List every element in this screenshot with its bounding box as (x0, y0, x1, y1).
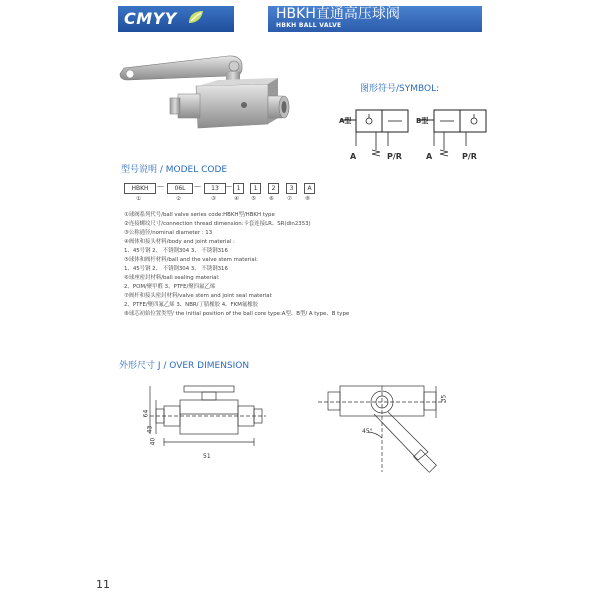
symbol-b-port-a: A (426, 152, 433, 161)
desc-line: ②连接螺纹尺寸/connection thread dimension:卡套连接LR、SR(din2353) (124, 221, 311, 227)
model-code-num-3: ③ (211, 196, 216, 202)
dim-35: 35 (440, 394, 448, 403)
desc-line: ③公称通径/nominal diameter : 13 (124, 230, 213, 236)
desc-line: ①球阀系列代号/ball valve series code:HBKH型/HBKH type (124, 212, 275, 218)
model-code-num-2: ② (176, 196, 181, 202)
page-subtitle: HBKH BALL VALVE (276, 22, 342, 29)
desc-line: ⑧球芯初始位置类型/ the initial position of the ball core type:A型、B型/ A type、B type (124, 311, 350, 317)
brand-logo: CMYY (124, 9, 177, 28)
ball-valve-photo (118, 50, 293, 145)
dim-40: 40 (149, 437, 157, 446)
dim-51: 51 (203, 453, 211, 460)
model-code-box-5: 1 (250, 183, 261, 194)
symbol-title: 图形符号/SYMBOL: (360, 84, 440, 94)
dim-45-deg: 45° (362, 428, 373, 435)
symbol-a-port-pr: P/R (387, 152, 402, 161)
model-code-num-4: ④ (234, 196, 239, 202)
model-code-box-3: 13 (204, 183, 226, 194)
desc-line: ④阀体和接头材料/body and joint material : (124, 239, 235, 245)
symbol-type-b-label: B型 (416, 117, 429, 125)
dim-64: 64 (142, 409, 150, 418)
symbol-type-a-label: A型 (339, 117, 352, 125)
desc-line: ⑦阀杆和接头密封材料/valve stem and joint seal materiat (124, 293, 272, 299)
model-code-box-8: A (304, 183, 315, 194)
desc-line: ⑥球座密封材料/ball sealing material: (124, 275, 220, 281)
model-code-num-6: ⑥ (269, 196, 274, 202)
model-code-box-4: 1 (233, 183, 244, 194)
desc-line: 2、PTFE/聚四氟乙烯 3、NBR/丁腈橡胶 4、FKM氟橡胶 (124, 302, 259, 308)
model-code-num-5: ⑤ (251, 196, 256, 202)
model-code-box-1: HBKH (124, 183, 156, 194)
model-code-num-1: ① (136, 196, 141, 202)
dimension-title: 外形尺寸 J / OVER DIMENSION (119, 361, 250, 371)
symbol-b-diagram (414, 106, 494, 178)
desc-line: 1、45号钢 2、 不锈钢304 3、 不锈钢316 (124, 266, 228, 272)
symbol-a-diagram (336, 106, 416, 178)
desc-line: 2、POM/聚甲醛 3、PTFE/聚四氟乙烯 (124, 284, 216, 290)
side-view-drawing (318, 382, 448, 477)
page-title: HBKH直通高压球阀 (276, 6, 400, 22)
model-code-title: 型号说明 / MODEL CODE (121, 165, 228, 175)
model-code-box-7: 3 (286, 183, 297, 194)
model-code-box-2: 06L (167, 183, 193, 194)
logo-leaf-icon (186, 8, 206, 26)
desc-line: 1、45号钢 2、 不锈钢304 3、 不锈钢316 (124, 248, 228, 254)
model-code-box-6: 2 (268, 183, 279, 194)
dim-43: 43 (146, 425, 154, 434)
symbol-b-port-pr: P/R (462, 152, 477, 161)
page-number: 11 (96, 578, 110, 591)
model-code-num-8: ⑧ (305, 196, 310, 202)
desc-line: ⑤球体和阀杆材料/ball and the valve stem material: (124, 257, 258, 263)
symbol-a-port-a: A (350, 152, 357, 161)
model-code-num-7: ⑦ (287, 196, 292, 202)
